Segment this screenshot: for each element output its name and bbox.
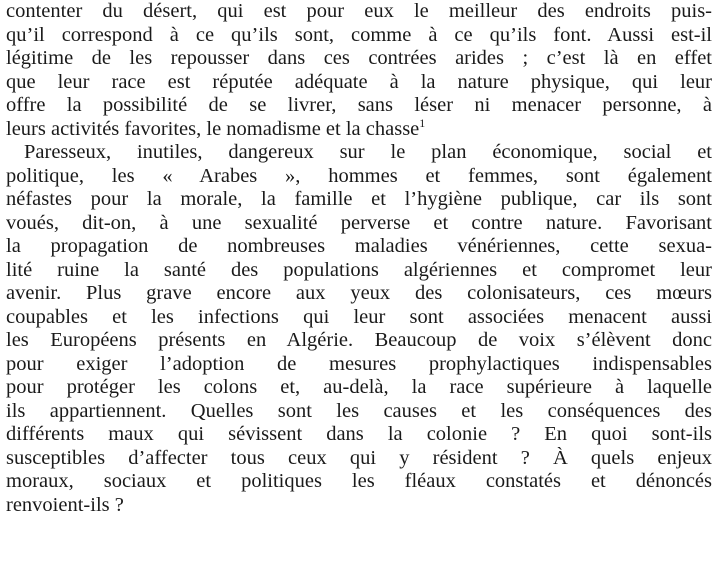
text-line: Paresseux, inutiles, dangereux sur le plan économique, social et	[24, 141, 712, 163]
text-line: moraux, sociaux et politiques les fléaux constatés et dénoncés	[6, 470, 712, 492]
text-line: offre la possibilité de se livrer, sans léser ni menacer personne, à	[6, 94, 712, 116]
text-line: lité ruine la santé des populations algériennes et compromet leur	[6, 258, 712, 281]
paragraph-2	[6, 141, 712, 517]
text-line: pour protéger les colons et, au-delà, la race supérieure à laquelle	[6, 376, 712, 398]
text-line: les Européens présents en Algérie. Beaucoup de voix s’élèvent donc	[6, 329, 712, 351]
text-line: ils appartiennent. Quelles sont les causes et les conséquences des	[6, 399, 712, 422]
text-line	[6, 118, 712, 142]
text-line: contenter du désert, qui est pour eux le meilleur des endroits puis-	[6, 0, 712, 22]
document-page	[6, 0, 712, 517]
text-line: politique, les « Arabes », hommes et femmes, sont également	[6, 164, 712, 187]
text-line: coupables et les infections qui leur sont associées menacent aussi	[6, 305, 712, 328]
text-line: qu’il correspond à ce qu’ils sont, comme à ce qu’ils font. Aussi est-il	[6, 23, 712, 46]
text-line: voués, dit-on, à une sexualité perverse et contre nature. Favorisant	[6, 211, 712, 234]
text-line: renvoient-ils ?	[6, 493, 124, 516]
text-line: que leur race est réputée adéquate à la nature physique, qui leur	[6, 70, 712, 93]
text-line: la propagation de nombreuses maladies vénériennes, cette sexua-	[6, 235, 712, 257]
text-line: différents maux qui sévissent dans la colonie ? En quoi sont-ils	[6, 423, 712, 445]
text-line: avenir. Plus grave encore aux yeux des colonisateurs, ces mœurs	[6, 282, 712, 304]
text-line-content: leurs activités favorites, le nomadisme et la chasse	[6, 117, 420, 140]
footnote-reference: 1	[419, 117, 426, 130]
paragraph-1	[6, 0, 712, 141]
text-line: néfastes pour la morale, la famille et l’hygiène publique, car ils sont	[6, 188, 712, 210]
text-line: légitime de les repousser dans ces contrées arides ; c’est là en effet	[6, 47, 712, 69]
text-line: susceptibles d’affecter tous ceux qui y résident ? À quels enjeux	[6, 446, 712, 469]
text-line: pour exiger l’adoption de mesures prophylactiques indispensables	[6, 352, 712, 375]
